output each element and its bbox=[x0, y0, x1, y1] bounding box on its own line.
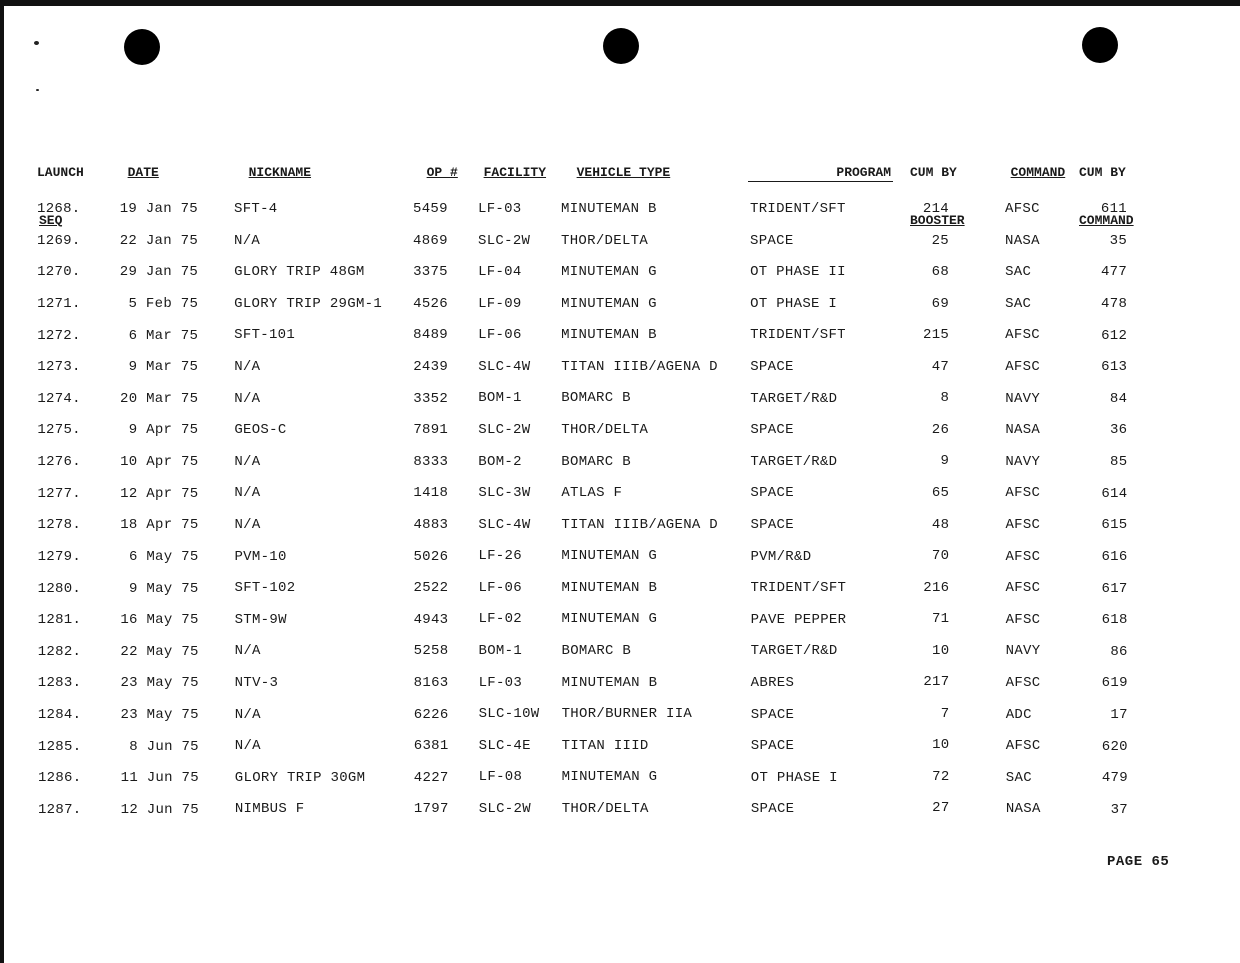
cell-op: 4526 bbox=[413, 295, 448, 312]
cell-nickname: N/A bbox=[234, 232, 261, 249]
cell-vehicle: THOR/BURNER IIA bbox=[561, 706, 693, 723]
cell-vehicle: MINUTEMAN B bbox=[561, 674, 658, 691]
cell-seq: 1271. bbox=[37, 295, 81, 312]
cell-facility: BOM-1 bbox=[478, 643, 523, 660]
punch-hole-left bbox=[124, 29, 160, 65]
cell-nickname: STM-9W bbox=[234, 611, 287, 628]
cell-cum-command: 615 bbox=[1101, 517, 1128, 534]
cell-facility: LF-06 bbox=[478, 327, 522, 344]
cell-cum-booster: 10 bbox=[932, 737, 950, 754]
cell-date: 6 Mar 75 bbox=[128, 327, 199, 344]
scan-speck bbox=[36, 89, 39, 91]
cell-cum-command: 86 bbox=[1110, 643, 1128, 660]
cell-date: 8 Jun 75 bbox=[129, 738, 199, 755]
cell-cum-command: 37 bbox=[1110, 801, 1128, 818]
cell-command: SAC bbox=[1005, 295, 1032, 312]
cell-nickname: PVM-10 bbox=[234, 548, 287, 565]
cell-command: NASA bbox=[1005, 422, 1041, 439]
header-op-number: OP # bbox=[426, 165, 458, 180]
cell-vehicle: MINUTEMAN B bbox=[561, 201, 657, 217]
cell-program: PVM/R&D bbox=[750, 548, 812, 565]
cell-cum-command: 619 bbox=[1101, 675, 1128, 692]
cell-date: 11 Jun 75 bbox=[120, 770, 199, 787]
cell-command: NASA bbox=[1005, 801, 1041, 818]
scan-speck bbox=[34, 41, 39, 45]
cell-command: AFSC bbox=[1005, 548, 1041, 565]
cell-cum-command: 478 bbox=[1101, 295, 1128, 312]
cell-op: 5026 bbox=[413, 548, 449, 565]
cell-vehicle: MINUTEMAN G bbox=[561, 548, 658, 565]
cell-cum-booster: 214 bbox=[922, 201, 949, 217]
cell-cum-booster: 26 bbox=[931, 421, 950, 438]
cell-cum-booster: 69 bbox=[931, 295, 950, 312]
header-command: COMMAND bbox=[1010, 165, 1066, 180]
cell-date: 22 Jan 75 bbox=[119, 232, 199, 249]
cell-command: AFSC bbox=[1005, 675, 1041, 691]
page-number: PAGE 65 bbox=[1107, 854, 1170, 870]
cell-cum-booster: 217 bbox=[923, 674, 950, 691]
cell-facility: LF-26 bbox=[478, 548, 522, 565]
header-vehicle-type: VEHICLE TYPE bbox=[576, 165, 671, 180]
cell-date: 10 Apr 75 bbox=[120, 454, 199, 470]
cell-vehicle: BOMARC B bbox=[561, 390, 631, 407]
cell-command: AFSC bbox=[1005, 201, 1040, 217]
cell-program: TARGET/R&D bbox=[750, 643, 838, 660]
header-program: PROGRAM bbox=[748, 149, 893, 182]
cell-vehicle: TITAN IIIB/AGENA D bbox=[561, 358, 718, 375]
cell-seq: 1279. bbox=[37, 548, 82, 565]
header-cum-by-booster: CUM BY BOOSTER bbox=[910, 165, 965, 228]
cell-date: 23 May 75 bbox=[120, 707, 199, 723]
cell-vehicle: THOR/DELTA bbox=[561, 422, 649, 439]
cell-cum-booster: 215 bbox=[923, 327, 950, 344]
cell-vehicle: MINUTEMAN G bbox=[561, 264, 657, 281]
cell-command: NAVY bbox=[1005, 643, 1041, 660]
cell-op: 8163 bbox=[413, 675, 449, 691]
header-facility: FACILITY bbox=[483, 165, 547, 180]
cell-op: 6226 bbox=[413, 706, 449, 723]
cell-op: 5258 bbox=[413, 643, 449, 660]
cell-cum-command: 611 bbox=[1100, 201, 1127, 217]
cell-command: SAC bbox=[1005, 769, 1032, 786]
cell-cum-command: 477 bbox=[1100, 264, 1128, 281]
header-nickname: NICKNAME bbox=[248, 165, 312, 180]
cell-vehicle: THOR/DELTA bbox=[561, 232, 649, 249]
cell-date: 5 Feb 75 bbox=[128, 295, 199, 312]
cell-program: SPACE bbox=[750, 232, 794, 249]
cell-seq: 1284. bbox=[37, 707, 82, 723]
cell-program: TARGET/R&D bbox=[750, 453, 838, 470]
cell-program: TARGET/R&D bbox=[750, 390, 838, 407]
cell-cum-command: 35 bbox=[1109, 232, 1128, 249]
cell-vehicle: ATLAS F bbox=[561, 485, 623, 502]
cell-cum-booster: 65 bbox=[931, 484, 950, 501]
cell-cum-command: 617 bbox=[1101, 580, 1128, 597]
cell-cum-command: 84 bbox=[1109, 390, 1128, 407]
cell-op: 6381 bbox=[413, 738, 449, 755]
cell-cum-command: 85 bbox=[1110, 454, 1128, 470]
punch-hole-right bbox=[1082, 27, 1118, 63]
cell-nickname: GEOS-C bbox=[234, 422, 287, 439]
header-seq-line2: SEQ bbox=[39, 213, 63, 228]
cell-program: ABRES bbox=[750, 675, 795, 691]
cell-command: NASA bbox=[1005, 232, 1040, 249]
cell-cum-command: 613 bbox=[1101, 359, 1128, 376]
cell-facility: LF-04 bbox=[478, 264, 522, 281]
cell-cum-command: 36 bbox=[1109, 422, 1128, 439]
cell-facility: LF-06 bbox=[478, 579, 522, 596]
cell-op: 4883 bbox=[413, 517, 449, 533]
cell-command: AFSC bbox=[1005, 611, 1041, 628]
cell-program: SPACE bbox=[750, 517, 794, 533]
cell-facility: SLC-4E bbox=[478, 737, 531, 754]
cell-seq: 1272. bbox=[37, 327, 81, 344]
cell-nickname: N/A bbox=[234, 485, 261, 502]
cell-facility: SLC-2W bbox=[478, 800, 531, 817]
cell-facility: LF-08 bbox=[478, 769, 523, 786]
cell-nickname: SFT-4 bbox=[234, 201, 278, 217]
punch-hole-center bbox=[603, 28, 639, 64]
cell-nickname: N/A bbox=[234, 738, 261, 755]
cell-program: SPACE bbox=[750, 485, 794, 502]
cell-cum-booster: 47 bbox=[931, 358, 950, 375]
cell-facility: SLC-4W bbox=[478, 358, 531, 375]
cell-nickname: N/A bbox=[234, 643, 261, 660]
cell-nickname: N/A bbox=[234, 517, 261, 533]
cell-command: ADC bbox=[1005, 706, 1032, 723]
cell-vehicle: BOMARC B bbox=[561, 453, 631, 470]
scan-left-border bbox=[0, 0, 4, 963]
cell-date: 6 May 75 bbox=[128, 548, 199, 565]
cell-vehicle: TITAN IIID bbox=[561, 737, 649, 754]
cell-facility: SLC-4W bbox=[478, 516, 531, 533]
cell-vehicle: THOR/DELTA bbox=[561, 800, 649, 817]
cell-nickname: N/A bbox=[234, 453, 261, 470]
header-launch-line1: LAUNCH bbox=[37, 165, 84, 180]
cell-command: AFSC bbox=[1005, 738, 1041, 755]
cell-cum-booster: 68 bbox=[931, 264, 950, 281]
cell-date: 12 Apr 75 bbox=[120, 485, 199, 502]
cell-date: 12 Jun 75 bbox=[120, 801, 199, 818]
cell-cum-command: 479 bbox=[1101, 770, 1128, 787]
cell-nickname: N/A bbox=[234, 359, 261, 375]
cell-program: OT PHASE II bbox=[750, 264, 846, 281]
cell-op: 2522 bbox=[413, 580, 449, 597]
cell-date: 20 Mar 75 bbox=[120, 390, 199, 407]
cell-cum-booster: 9 bbox=[940, 453, 950, 470]
cell-nickname: GLORY TRIP 29GM-1 bbox=[234, 295, 383, 312]
cell-cum-booster: 10 bbox=[932, 642, 950, 659]
cell-program: SPACE bbox=[750, 359, 794, 375]
cell-program: SPACE bbox=[750, 801, 795, 818]
cell-op: 8333 bbox=[413, 453, 449, 470]
cell-date: 9 May 75 bbox=[129, 580, 199, 597]
cell-nickname: GLORY TRIP 48GM bbox=[234, 264, 365, 281]
cell-facility: SLC-2W bbox=[478, 232, 531, 249]
cell-program: SPACE bbox=[750, 422, 794, 439]
cell-vehicle: MINUTEMAN B bbox=[561, 327, 657, 344]
cell-facility: SLC-10W bbox=[478, 706, 540, 723]
cell-op: 3352 bbox=[413, 390, 449, 407]
cell-seq: 1280. bbox=[37, 580, 82, 597]
cell-facility: LF-03 bbox=[478, 201, 522, 217]
cell-seq: 1283. bbox=[37, 675, 82, 692]
cell-command: NAVY bbox=[1005, 453, 1041, 470]
cell-op: 8489 bbox=[413, 327, 448, 344]
cell-cum-command: 612 bbox=[1101, 327, 1128, 344]
cell-nickname: SFT-101 bbox=[234, 327, 296, 344]
cell-cum-booster: 48 bbox=[931, 516, 950, 533]
cell-command: SAC bbox=[1005, 264, 1032, 281]
cell-nickname: NIMBUS F bbox=[234, 801, 305, 818]
cell-facility: BOM-2 bbox=[478, 453, 522, 470]
cell-seq: 1278. bbox=[37, 517, 82, 534]
cell-op: 3375 bbox=[413, 264, 448, 281]
cell-program: TRIDENT/SFT bbox=[750, 580, 847, 597]
cell-nickname: SFT-102 bbox=[234, 580, 296, 597]
cell-seq: 1287. bbox=[37, 801, 82, 818]
cell-program: TRIDENT/SFT bbox=[750, 201, 846, 217]
cell-seq: 1281. bbox=[37, 612, 82, 629]
cell-cum-booster: 216 bbox=[923, 579, 950, 596]
cell-facility: LF-09 bbox=[478, 295, 522, 312]
cell-date: 9 Mar 75 bbox=[128, 359, 199, 376]
cell-seq: 1276. bbox=[37, 454, 81, 470]
cell-nickname: N/A bbox=[234, 390, 261, 407]
cell-command: AFSC bbox=[1005, 485, 1041, 502]
cell-program: OT PHASE I bbox=[750, 769, 838, 786]
cell-vehicle: MINUTEMAN G bbox=[561, 611, 658, 628]
cell-seq: 1282. bbox=[37, 643, 82, 660]
cell-date: 9 Apr 75 bbox=[128, 422, 199, 439]
cell-op: 1418 bbox=[413, 485, 449, 502]
cell-command: AFSC bbox=[1005, 327, 1040, 344]
cell-cum-command: 614 bbox=[1101, 485, 1128, 502]
cell-nickname: GLORY TRIP 30GM bbox=[234, 769, 366, 786]
cell-cum-booster: 8 bbox=[940, 390, 950, 407]
cell-program: SPACE bbox=[750, 738, 795, 755]
cell-facility: LF-03 bbox=[478, 674, 523, 691]
cell-seq: 1277. bbox=[37, 485, 81, 502]
cell-nickname: NTV-3 bbox=[234, 675, 279, 691]
cell-date: 23 May 75 bbox=[120, 675, 199, 692]
cell-op: 1797 bbox=[413, 801, 449, 818]
cell-date: 16 May 75 bbox=[120, 612, 199, 629]
header-cum-by-command: CUM BY COMMAND bbox=[1079, 165, 1134, 228]
cell-cum-command: 618 bbox=[1101, 612, 1128, 629]
cell-date: 22 May 75 bbox=[120, 643, 199, 660]
cell-cum-command: 616 bbox=[1101, 548, 1128, 565]
cell-op: 2439 bbox=[413, 359, 449, 375]
cell-seq: 1270. bbox=[37, 264, 81, 281]
cell-op: 4869 bbox=[413, 232, 448, 249]
cell-facility: LF-02 bbox=[478, 611, 522, 628]
cell-vehicle: MINUTEMAN B bbox=[561, 579, 658, 596]
cell-vehicle: BOMARC B bbox=[561, 643, 632, 660]
cell-op: 4227 bbox=[413, 769, 449, 786]
cell-facility: SLC-3W bbox=[478, 485, 531, 502]
cell-seq: 1286. bbox=[37, 770, 82, 787]
cell-facility: SLC-2W bbox=[478, 422, 531, 439]
scan-top-border bbox=[0, 0, 1240, 6]
cell-seq: 1285. bbox=[37, 738, 82, 755]
cell-cum-booster: 71 bbox=[931, 611, 950, 628]
cell-seq: 1274. bbox=[37, 390, 81, 407]
cell-seq: 1273. bbox=[37, 359, 81, 376]
header-launch-seq bbox=[37, 133, 84, 245]
cell-nickname: N/A bbox=[234, 706, 261, 723]
cell-facility: BOM-1 bbox=[478, 390, 522, 407]
cell-seq: 1275. bbox=[37, 422, 81, 439]
cell-program: TRIDENT/SFT bbox=[750, 327, 846, 344]
cell-command: AFSC bbox=[1005, 517, 1041, 533]
cell-cum-booster: 27 bbox=[932, 800, 950, 817]
cell-cum-booster: 25 bbox=[931, 232, 950, 249]
cell-op: 5459 bbox=[413, 201, 448, 217]
cell-program: OT PHASE I bbox=[750, 295, 838, 312]
cell-program: SPACE bbox=[750, 706, 795, 723]
cell-vehicle: MINUTEMAN G bbox=[561, 769, 658, 786]
cell-cum-booster: 72 bbox=[932, 768, 950, 785]
cell-date: 18 Apr 75 bbox=[120, 517, 199, 534]
cell-program: PAVE PEPPER bbox=[750, 611, 847, 628]
header-date: DATE bbox=[127, 165, 159, 180]
cell-vehicle: TITAN IIIB/AGENA D bbox=[561, 516, 718, 533]
cell-vehicle: MINUTEMAN G bbox=[561, 295, 657, 312]
cell-cum-command: 17 bbox=[1110, 707, 1128, 723]
cell-command: AFSC bbox=[1005, 580, 1041, 597]
cell-date: 19 Jan 75 bbox=[119, 201, 198, 217]
cell-command: NAVY bbox=[1005, 390, 1041, 407]
cell-date: 29 Jan 75 bbox=[119, 264, 199, 281]
cell-cum-command: 620 bbox=[1101, 738, 1128, 755]
cell-command: AFSC bbox=[1005, 359, 1041, 375]
cell-op: 4943 bbox=[413, 611, 449, 628]
cell-op: 7891 bbox=[413, 422, 449, 439]
cell-cum-booster: 70 bbox=[931, 548, 950, 565]
cell-cum-booster: 7 bbox=[940, 705, 950, 722]
cell-seq: 1269. bbox=[37, 232, 81, 249]
cell-seq: 1268. bbox=[37, 201, 81, 217]
